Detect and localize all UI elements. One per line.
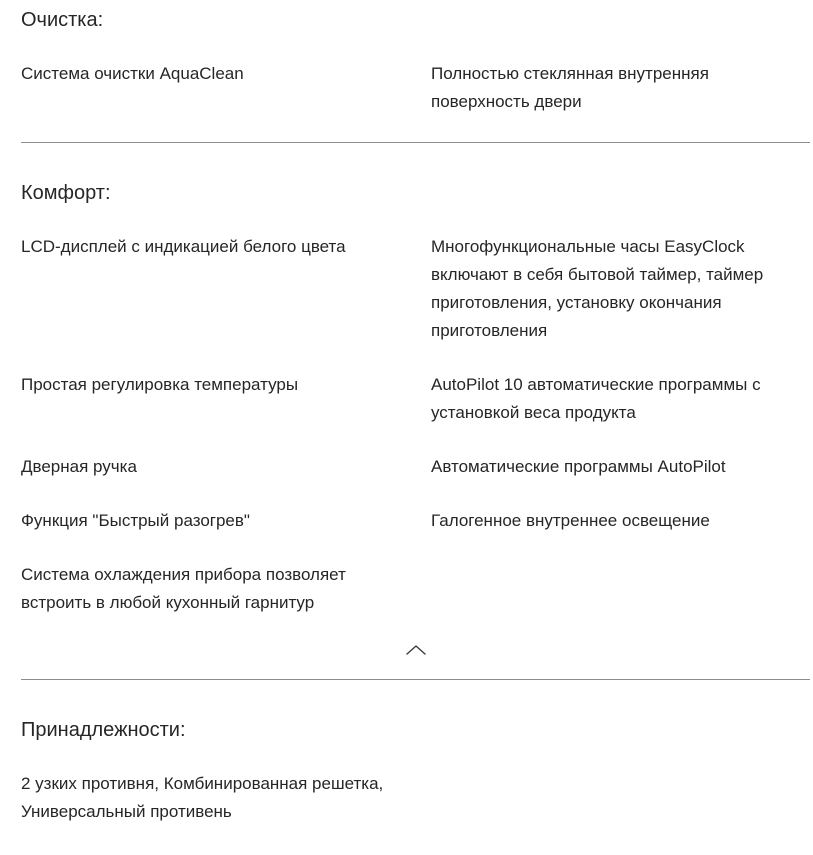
- spec-row: [21, 561, 810, 617]
- spec-value-left: 2 узких противня, Комбинированная решетка, Универсальный противень: [21, 774, 384, 821]
- spec-value-right: Многофункциональные часы EasyClock включают в себя бытовой таймер, таймер приготовления, установку окончания приготовления: [431, 237, 764, 340]
- section-cleaning-title: Очистка:: [21, 9, 104, 31]
- spec-row: [21, 371, 810, 427]
- spec-value-left: Дверная ручка: [21, 457, 137, 476]
- spec-value-left: Функция "Быстрый разогрев": [21, 511, 250, 530]
- section-comfort: [21, 181, 810, 657]
- spec-row: [21, 60, 810, 116]
- section-divider: [21, 142, 810, 143]
- spec-row: [21, 770, 810, 826]
- chevron-up-icon: [406, 645, 426, 655]
- section-divider: [21, 679, 810, 680]
- spec-value-right: Автоматические программы AutoPilot: [431, 457, 726, 476]
- section-accessories-title: Принадлежности:: [21, 719, 186, 741]
- spec-row: [21, 233, 810, 345]
- spec-value-right: AutoPilot 10 автоматические программы с установкой веса продукта: [431, 375, 761, 422]
- spec-value-left: Простая регулировка температуры: [21, 375, 299, 394]
- collapse-section-button[interactable]: [400, 643, 432, 657]
- section-comfort-title: Комфорт:: [21, 182, 111, 204]
- spec-value-right: [431, 561, 810, 617]
- section-accessories: [21, 718, 810, 826]
- spec-value-right: Галогенное внутреннее освещение: [431, 511, 710, 530]
- collapse-control: [21, 643, 810, 657]
- spec-value-left: Система очистки AquaClean: [21, 64, 244, 83]
- spec-value-right: [431, 770, 810, 826]
- spec-row: [21, 507, 810, 535]
- spec-value-left: LCD-дисплей с индикацией белого цвета: [21, 237, 346, 256]
- spec-value-right: Полностью стеклянная внутренняя поверхность двери: [431, 64, 709, 111]
- spec-value-left: Система охлаждения прибора позволяет встроить в любой кухонный гарнитур: [21, 565, 346, 612]
- section-cleaning: [21, 8, 810, 116]
- spec-row: [21, 453, 810, 481]
